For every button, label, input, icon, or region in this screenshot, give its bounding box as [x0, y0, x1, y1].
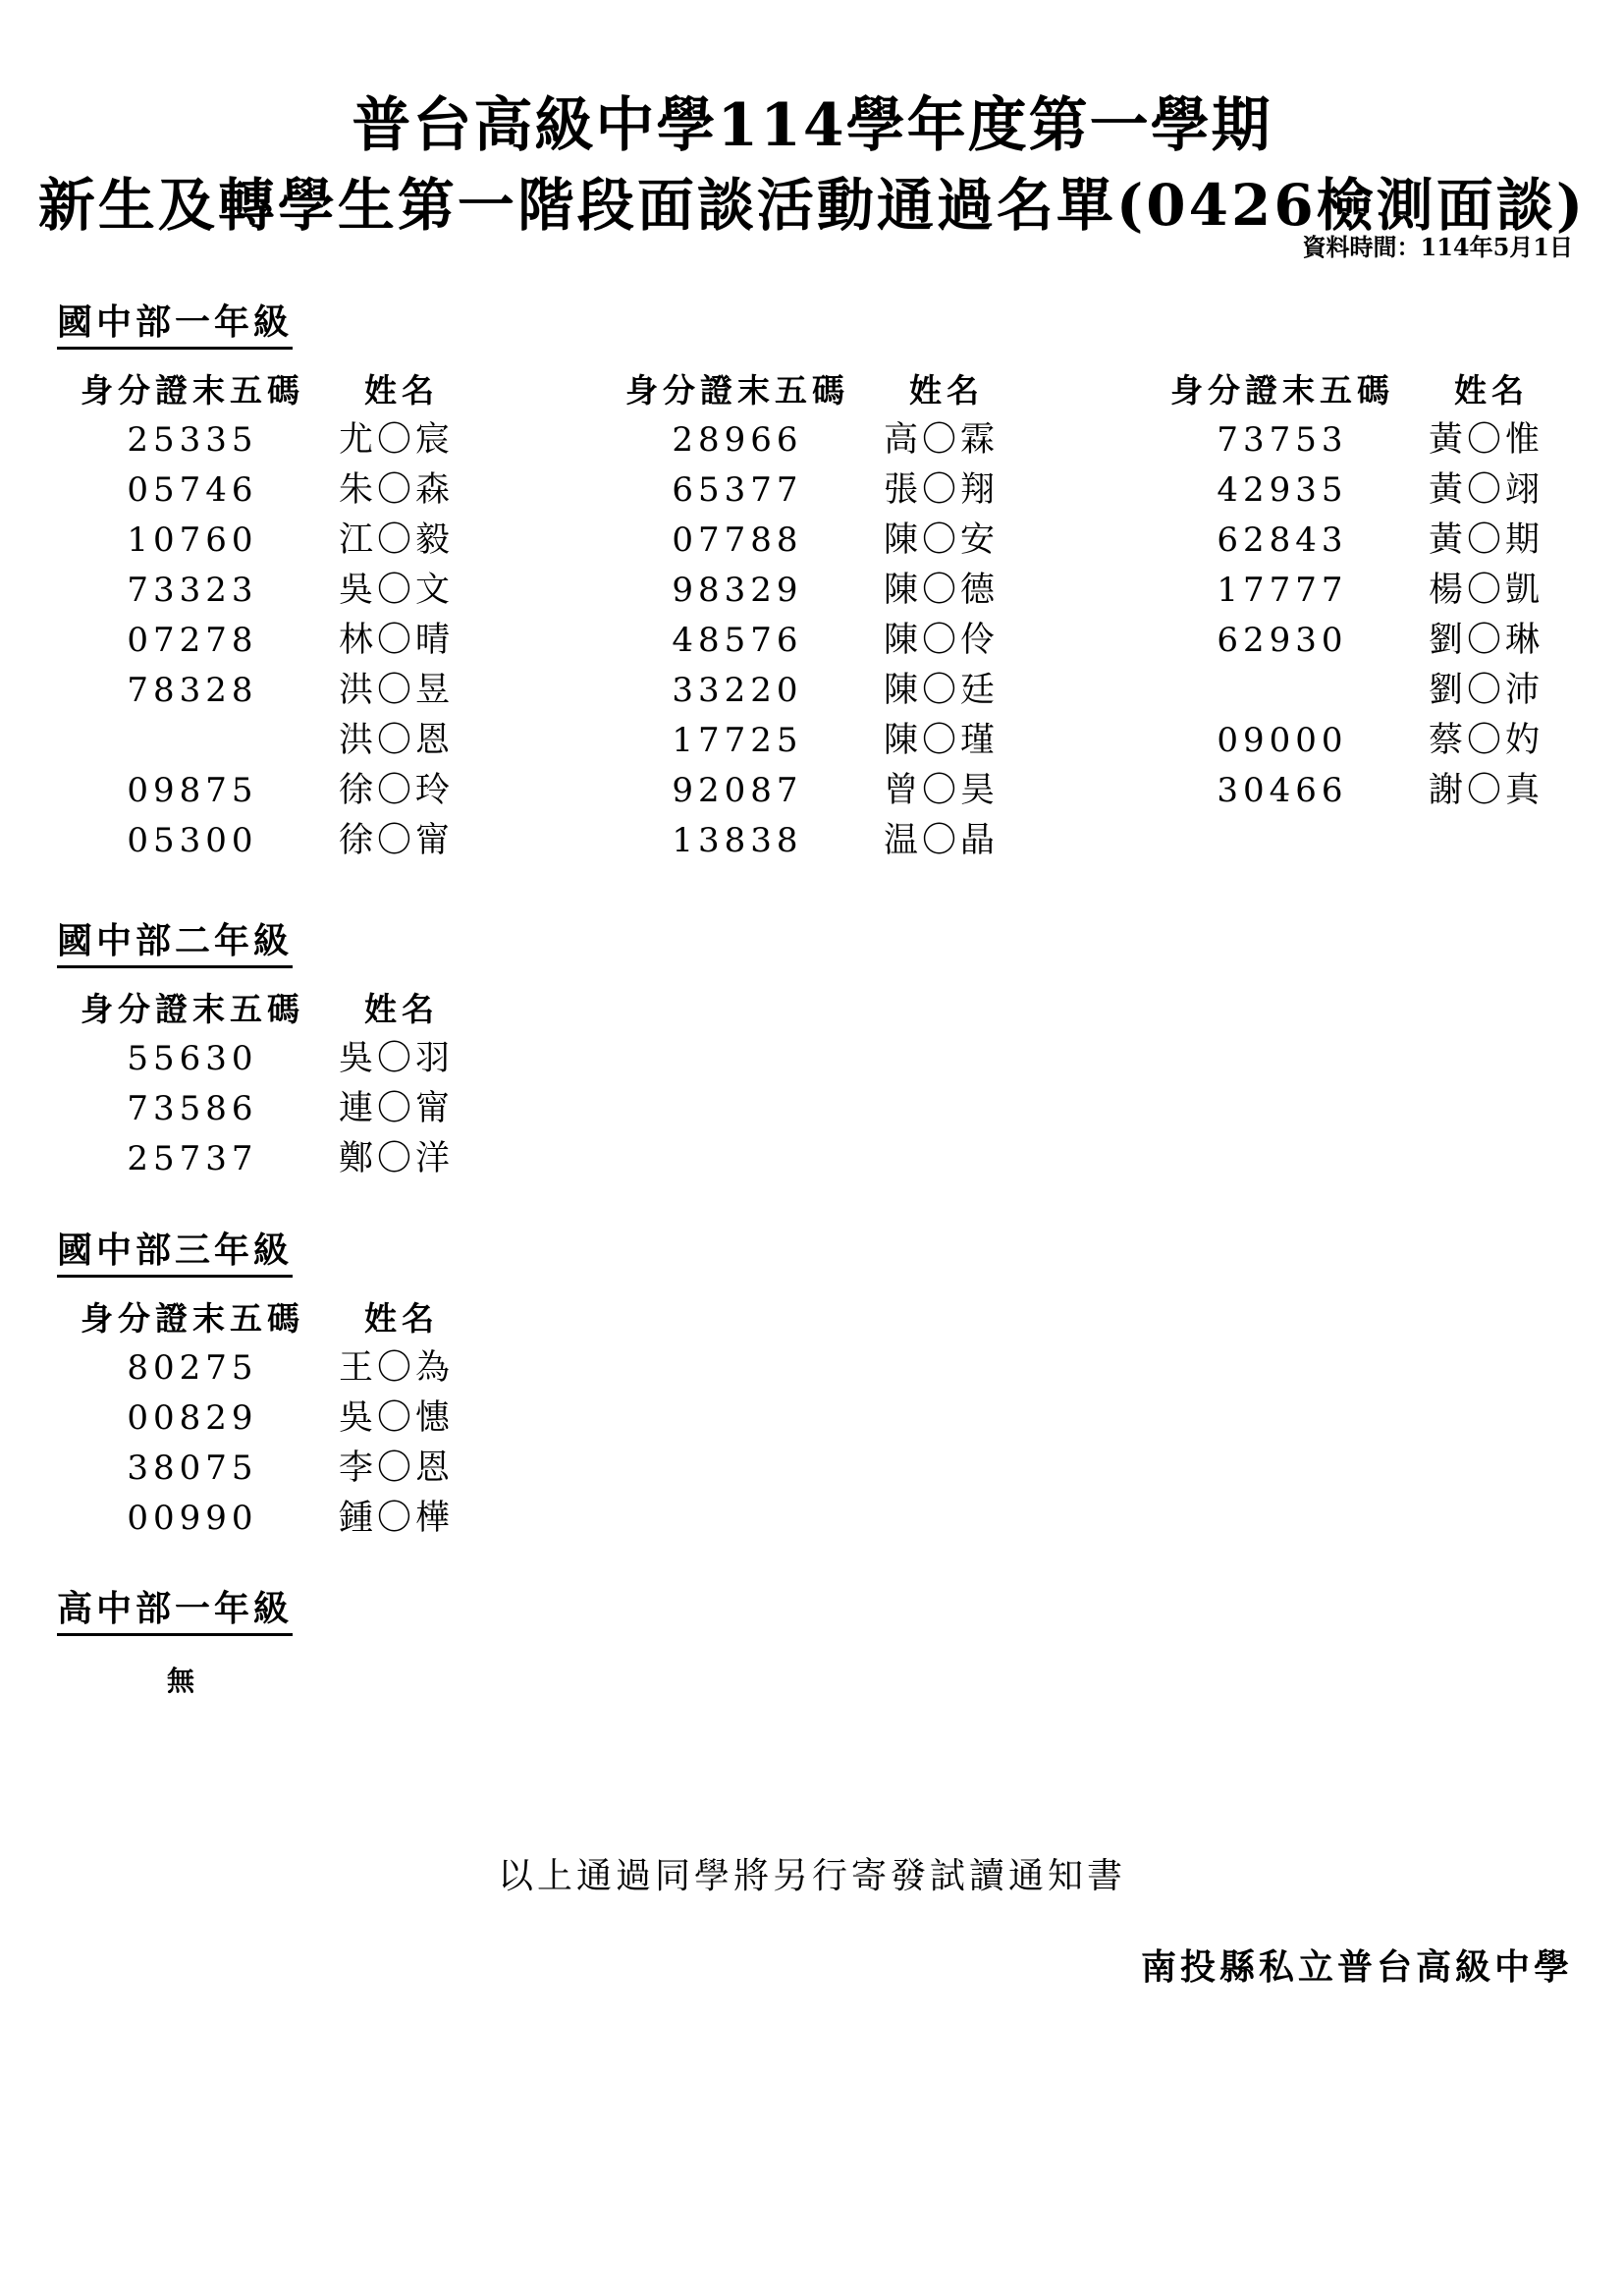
student-id-last5: 00990: [127, 1499, 258, 1538]
student-id-last5: 25335: [127, 420, 258, 460]
student-id-last5: 48576: [672, 621, 803, 660]
student-row: [57, 1134, 607, 1184]
student-id-last5: 07788: [672, 520, 803, 560]
student-name: 楊〇凱: [1429, 571, 1544, 610]
column-header: [602, 365, 1152, 415]
student-id-last5: 62930: [1217, 621, 1348, 660]
student-row: [57, 1343, 607, 1394]
student-row: [57, 766, 607, 816]
student-name: 尤〇宸: [339, 420, 455, 460]
student-id-last5: 73586: [127, 1089, 258, 1128]
student-name: 黃〇翊: [1429, 470, 1544, 510]
student-name: 鍾〇樺: [339, 1499, 455, 1538]
student-id-last5: 17725: [672, 721, 803, 760]
student-name: 曾〇昊: [884, 771, 1000, 810]
student-id-last5: 65377: [672, 470, 803, 510]
column-1: [57, 365, 607, 866]
student-name: 鄭〇洋: [339, 1139, 455, 1178]
column-header: [1147, 365, 1624, 415]
student-row: [57, 716, 607, 766]
id-header: 身分證末五碼: [81, 1299, 304, 1338]
student-name: 吳〇憓: [339, 1398, 455, 1438]
column-header: [57, 1293, 607, 1343]
student-row: [57, 1084, 607, 1134]
student-id-last5: 80275: [127, 1348, 258, 1388]
name-header: 姓名: [364, 990, 439, 1028]
student-row: [1147, 666, 1624, 716]
student-name: 陳〇德: [884, 571, 1000, 610]
section-junior-grade3: [57, 1223, 1589, 1538]
student-name: 蔡〇妁: [1429, 721, 1544, 760]
notice-text: 以上通過同學將另行寄發試讀通知書: [497, 1856, 1126, 1896]
student-id-last5: 92087: [672, 771, 803, 810]
page-subtitle: 新生及轉學生第一階段面談活動通過名單(0426檢測面談): [37, 172, 1587, 239]
student-name: 吳〇文: [339, 571, 455, 610]
student-row: [602, 666, 1152, 716]
student-name: 徐〇玲: [339, 771, 455, 810]
student-id-last5: 00829: [127, 1398, 258, 1438]
id-header: 身分證末五碼: [1170, 371, 1394, 410]
student-id-last5: 28966: [672, 420, 803, 460]
student-name: 謝〇真: [1429, 771, 1544, 810]
student-name: 洪〇恩: [339, 721, 455, 760]
student-name: 李〇恩: [339, 1449, 455, 1488]
student-name: 連〇甯: [339, 1089, 455, 1128]
student-row: [602, 816, 1152, 866]
section-junior-grade2: [57, 913, 1589, 1178]
student-row: [57, 616, 607, 666]
student-id-last5: 62843: [1217, 520, 1348, 560]
student-id-last5: 30466: [1217, 771, 1348, 810]
student-row: [57, 415, 607, 465]
student-id-last5: 07278: [127, 621, 258, 660]
student-name: 高〇霖: [884, 420, 1000, 460]
student-id-last5: 42935: [1217, 470, 1348, 510]
student-id-last5: 78328: [127, 671, 258, 710]
student-name: 吳〇羽: [339, 1039, 455, 1078]
student-name: 陳〇伶: [884, 621, 1000, 660]
page-title: 普台高級中學114學年度第一學期: [352, 91, 1272, 160]
student-name: 陳〇瑾: [884, 721, 1000, 760]
student-name: 江〇毅: [339, 520, 455, 560]
student-id-last5: 55630: [127, 1039, 258, 1078]
student-name: 洪〇昱: [339, 671, 455, 710]
id-header: 身分證末五碼: [81, 371, 304, 410]
student-id-last5: 13838: [672, 821, 803, 860]
column-header: [57, 365, 607, 415]
student-row: [1147, 516, 1624, 566]
name-header: 姓名: [909, 371, 984, 410]
student-row: [1147, 415, 1624, 465]
student-row: [57, 566, 607, 616]
student-name: 林〇晴: [339, 621, 455, 660]
student-row: [1147, 766, 1624, 816]
student-id-last5: 09000: [1217, 721, 1348, 760]
name-header: 姓名: [364, 371, 439, 410]
student-row: [57, 516, 607, 566]
student-id-last5: 73323: [127, 571, 258, 610]
column-1: [57, 1293, 607, 1544]
student-row: [602, 716, 1152, 766]
section-senior-grade1: [57, 1581, 1589, 1697]
section-title: 國中部三年級: [57, 1223, 293, 1278]
section-title: 高中部一年級: [57, 1581, 293, 1636]
name-header: 姓名: [364, 1299, 439, 1338]
school-signature: 南投縣私立普台高級中學: [1140, 1946, 1573, 1988]
student-id-last5: 05746: [127, 470, 258, 510]
student-name: 劉〇沛: [1429, 671, 1544, 710]
student-name: 劉〇琳: [1429, 621, 1544, 660]
student-id-last5: 33220: [672, 671, 803, 710]
student-row: [602, 516, 1152, 566]
student-row: [602, 616, 1152, 666]
student-id-last5: 10760: [127, 520, 258, 560]
student-id-last5: 98329: [672, 571, 803, 610]
id-header: 身分證末五碼: [81, 990, 304, 1028]
student-row: [1147, 616, 1624, 666]
data-date: 資料時間：114年5月1日: [1302, 233, 1573, 261]
column-header: [57, 984, 607, 1034]
column-3: [1147, 365, 1624, 816]
student-row: [57, 666, 607, 716]
student-row: [57, 465, 607, 516]
student-name: 張〇翔: [884, 470, 1000, 510]
student-name: 黃〇惟: [1429, 420, 1544, 460]
student-id-last5: 38075: [127, 1449, 258, 1488]
student-row: [602, 415, 1152, 465]
student-row: [1147, 465, 1624, 516]
section-junior-grade1: [57, 295, 1589, 860]
section-title: 國中部二年級: [57, 913, 293, 968]
student-row: [1147, 566, 1624, 616]
student-row: [602, 566, 1152, 616]
student-id-last5: 09875: [127, 771, 258, 810]
student-row: [1147, 716, 1624, 766]
student-name: 温〇晶: [884, 821, 1000, 860]
student-row: [57, 1394, 607, 1444]
section-title: 國中部一年級: [57, 295, 293, 350]
column-1: [57, 984, 607, 1184]
column-2: [602, 365, 1152, 866]
student-name: 朱〇森: [339, 470, 455, 510]
student-id-last5: 05300: [127, 821, 258, 860]
student-id-last5: 73753: [1217, 420, 1348, 460]
student-name: 陳〇安: [884, 520, 1000, 560]
student-name: 黃〇期: [1429, 520, 1544, 560]
student-name: 陳〇廷: [884, 671, 1000, 710]
name-header: 姓名: [1454, 371, 1529, 410]
student-row: [57, 1444, 607, 1494]
student-row: [57, 1034, 607, 1084]
student-id-last5: 25737: [127, 1139, 258, 1178]
id-header: 身分證末五碼: [625, 371, 849, 410]
student-row: [602, 766, 1152, 816]
student-row: [57, 1494, 607, 1544]
student-row: [57, 816, 607, 866]
student-id-last5: 17777: [1217, 571, 1348, 610]
student-row: [602, 465, 1152, 516]
none-text: 無: [167, 1665, 195, 1697]
student-name: 王〇為: [339, 1348, 455, 1388]
student-name: 徐〇甯: [339, 821, 455, 860]
